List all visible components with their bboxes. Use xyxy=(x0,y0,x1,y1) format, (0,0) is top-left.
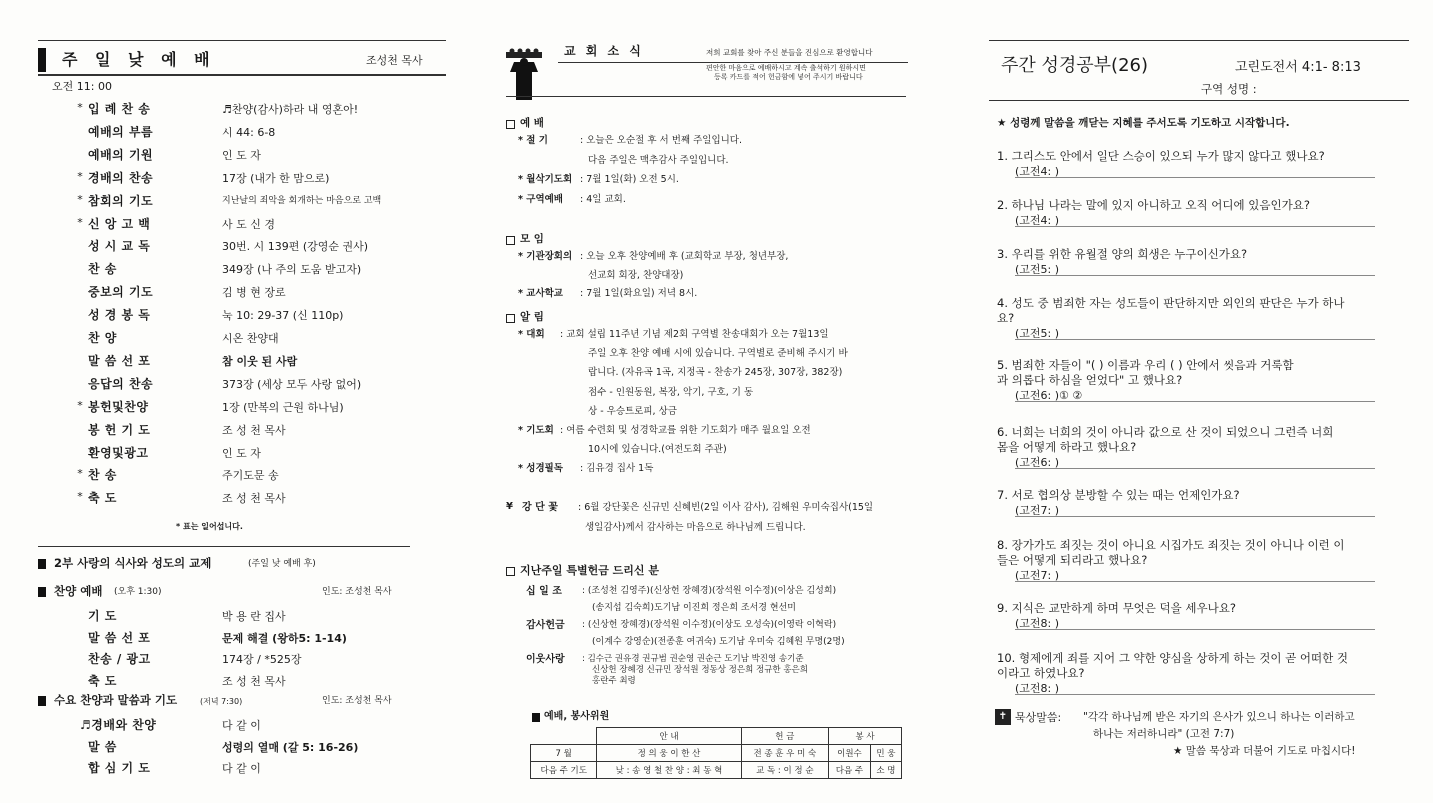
choir-logo-icon xyxy=(504,48,544,100)
answer-reference: (고전7: ) xyxy=(1015,569,1060,582)
question-text: 들은 어떻게 되리라고 했나요? xyxy=(997,553,1148,567)
order-value: 김 병 현 장로 xyxy=(222,286,286,300)
offering-names: (이계수 강영순)(전종훈 여귀숙) 도기남 우미숙 김혜원 무명(2명) xyxy=(592,637,845,647)
order-name: 환영및광고 xyxy=(88,445,149,460)
order-row xyxy=(0,650,470,672)
stand-star: * xyxy=(77,398,83,412)
question-text: 10. 형제에게 죄를 지어 그 약한 양심을 상하게 하는 것이 곧 어떠한 것 xyxy=(997,651,1348,665)
order-row xyxy=(0,443,470,465)
order-row xyxy=(0,259,470,281)
news-text: : 오늘은 오순절 후 서 번째 주일입니다. xyxy=(580,135,742,146)
news-text: 랍니다. (자유곡 1곡, 지정곡 - 찬송가 245장, 307장, 382장) xyxy=(588,367,843,379)
news-text: 상 - 우승트로피, 상금 xyxy=(588,405,677,417)
welcome-line-1: 저희 교회를 찾아 주신 분들을 진심으로 환영합니다 xyxy=(706,48,873,57)
question-text: 1. 그리스도 안에서 일단 스승이 있으되 누가 많지 않다고 했나요? xyxy=(997,149,1325,163)
section-marker xyxy=(38,559,46,569)
church-news-column xyxy=(492,0,932,803)
order-row xyxy=(0,716,470,738)
offering-heading: 지난주일 특별헌금 드리신 분 xyxy=(520,564,659,577)
order-value: 조 성 천 목사 xyxy=(222,492,286,506)
order-row xyxy=(0,305,470,327)
order-row xyxy=(0,145,470,167)
praise-title: 찬양 예배 xyxy=(54,584,103,598)
order-value: 349장 (나 주의 도움 받고자) xyxy=(222,263,362,277)
order-name: 중보의 기도 xyxy=(88,285,154,300)
order-name: 축 도 xyxy=(88,673,117,688)
order-row xyxy=(0,465,470,487)
order-row xyxy=(0,351,470,373)
order-row xyxy=(0,607,470,629)
offering-label: 십 일 조 xyxy=(526,586,562,597)
answer-line xyxy=(1015,339,1375,340)
meeting-heading: 모 임 xyxy=(520,233,544,245)
answer-line xyxy=(1015,581,1375,582)
table-header: 봉 사 xyxy=(829,728,902,745)
order-value: ♬찬양(감사)하라 내 영혼아! xyxy=(222,103,359,116)
question-text: 3. 우리를 위한 유월절 양의 희생은 누구이신가요? xyxy=(997,247,1248,261)
question-text: 몸을 어떻게 하라고 했나요? xyxy=(997,440,1137,454)
memory-verse-2: 하나는 저러하니라" (고전 7:7) xyxy=(1093,728,1235,740)
news-text: : 여름 수련회 및 성경학교를 위한 기도회가 매주 월요일 오전 xyxy=(560,425,811,436)
stand-star: * xyxy=(77,490,83,504)
order-value: 17장 (내가 한 맘으로) xyxy=(222,171,330,185)
table-cell: 민 웅 xyxy=(870,745,901,762)
news-text: 점수 - 인원동원, 복장, 악기, 구호, 기 동 xyxy=(588,386,754,398)
order-value: 174장 / *525장 xyxy=(222,653,302,666)
order-value: 주기도문 송 xyxy=(222,469,279,483)
question-text: 4. 성도 중 범죄한 자는 성도들이 판단하지만 외인의 판단은 누가 하나 xyxy=(997,296,1345,310)
news-label: * 대회 xyxy=(518,329,545,340)
question-text: 8. 장가가도 죄짓는 것이 아니요 시집가도 죄짓는 것이 아니나 이런 이 xyxy=(997,538,1345,552)
news-text: : 교회 설립 11주년 기념 제2회 구역별 찬송대회가 오는 7월13일 xyxy=(560,329,829,340)
order-name: 경배의 찬송 xyxy=(88,170,154,185)
order-row xyxy=(0,420,470,442)
offering-names: : (신상헌 장혜경)(장석원 이수정)(이상도 오성숙)(이영락 이혁락) xyxy=(582,620,837,630)
study-scripture: 고린도전서 4:1- 8:13 xyxy=(1235,60,1361,75)
section2-title: 2부 사랑의 식사와 성도의 교제 xyxy=(54,556,212,570)
order-name: 찬 송 xyxy=(88,262,117,277)
news-text: : 오늘 오후 찬양예배 후 (교회학교 부장, 청년부장, xyxy=(580,251,789,262)
answer-reference: (고전6: ) xyxy=(1015,456,1060,469)
table-cell xyxy=(531,728,597,745)
bible-study-column xyxy=(965,0,1433,803)
table-cell: 전 종 훈 우 미 숙 xyxy=(741,745,829,762)
offering-names: (송지섭 김숙희)도기남 이진희 정은희 조서경 현선미 xyxy=(592,603,796,613)
news-label: * 월삭기도회 xyxy=(518,174,573,185)
order-name: 말 씀 선 포 xyxy=(88,630,151,645)
table-cell: 교 독 : 이 정 순 xyxy=(741,762,829,779)
question-text: 9. 지식은 교만하게 하며 무엇은 덕을 세우나요? xyxy=(997,601,1236,615)
order-name: 성 경 봉 독 xyxy=(88,308,151,323)
order-name: 봉 헌 기 도 xyxy=(88,422,151,437)
offering-names: : 김수근 권유경 권규범 권순영 권순근 도기남 박진영 송기준 xyxy=(582,654,804,664)
order-name: 응답의 찬송 xyxy=(88,376,154,391)
wed-leader: 인도: 조성천 목사 xyxy=(322,696,392,706)
news-label: * 기관장회의 xyxy=(518,251,573,262)
wed-title: 수요 찬양과 말씀과 기도 xyxy=(54,693,178,707)
news-label: * 성경필독 xyxy=(518,463,563,475)
answer-line xyxy=(1015,177,1375,178)
section-marker xyxy=(532,713,540,722)
title-rule-bottom xyxy=(38,74,446,76)
order-name: 기 도 xyxy=(88,609,117,623)
order-row xyxy=(0,236,470,258)
service-time: 오전 11: 00 xyxy=(52,80,112,93)
order-value: 인 도 자 xyxy=(222,148,261,162)
section2-sub: (주일 낮 예배 후) xyxy=(248,559,316,569)
answer-reference: (고전8: ) xyxy=(1015,682,1060,695)
table-cell: 다음 주 기도 xyxy=(531,762,597,779)
staff-table xyxy=(530,727,902,779)
checkbox-icon xyxy=(506,314,515,323)
section-marker xyxy=(38,696,46,706)
order-row xyxy=(0,328,470,350)
title-rule-top xyxy=(989,40,1409,41)
answer-reference: (고전4: ) xyxy=(1015,165,1060,178)
order-value: 조 성 천 목사 xyxy=(222,423,286,437)
order-value: 인 도 자 xyxy=(222,446,261,460)
order-value: 문제 해결 (왕하5: 1-14) xyxy=(222,631,347,645)
news-label: * 절 기 xyxy=(518,135,548,146)
order-name: 찬 양 xyxy=(88,331,117,345)
closing-line: ★ 말씀 묵상과 더불어 기도로 마칩시다! xyxy=(1173,745,1356,757)
answer-reference: (고전5: ) xyxy=(1015,327,1060,340)
checkbox-icon xyxy=(506,236,515,245)
order-row xyxy=(0,168,470,190)
wed-time: (저녁 7:30) xyxy=(200,697,243,706)
order-name: 예배의 부름 xyxy=(88,124,154,139)
worship-heading: 예 배 xyxy=(520,117,544,129)
order-name: 신 앙 고 백 xyxy=(88,216,151,231)
divider xyxy=(38,546,410,547)
order-value: 지난날의 죄악을 회개하는 마음으로 고백 xyxy=(222,195,382,206)
answer-line xyxy=(1015,468,1375,469)
order-value: 조 성 천 목사 xyxy=(222,674,286,688)
offering-label: 감사헌금 xyxy=(526,620,565,631)
title-rule xyxy=(558,62,908,63)
news-text: : 7월 1일(화요일) 저녁 8시. xyxy=(580,288,698,299)
title-marker xyxy=(38,48,46,72)
flower-line-1: : 6월 강단꽃은 신규민 신혜빈(2일 이사 감사), 김해원 우미숙집사(15일 xyxy=(578,502,874,513)
order-row xyxy=(0,214,470,236)
question-text: 6. 너희는 너희의 것이 아니라 값으로 산 것이 되었으니 그런즉 너희 xyxy=(997,425,1334,439)
book-icon: ✝ xyxy=(995,709,1011,725)
order-row xyxy=(0,488,470,510)
checkbox-icon xyxy=(506,120,515,129)
order-name: 봉헌및찬양 xyxy=(88,399,149,414)
table-cell: 이원수 xyxy=(829,745,871,762)
study-title: 주간 성경공부(26) xyxy=(1001,55,1148,76)
answer-reference: (고전5: ) xyxy=(1015,263,1060,276)
answer-line xyxy=(1015,516,1375,517)
news-text: 다음 주일은 맥추감사 주일입니다. xyxy=(588,154,729,166)
group-name-line: 구역 성명 : xyxy=(1201,82,1257,96)
order-row xyxy=(0,738,470,760)
news-text: 선교회 회장, 찬양대장) xyxy=(588,269,684,281)
stand-star: * xyxy=(77,215,83,229)
order-row xyxy=(0,374,470,396)
order-name: 예배의 기원 xyxy=(88,147,154,162)
question-text: 과 의롭다 하심을 얻었다" 고 했나요? xyxy=(997,373,1183,387)
flower-icon: ¥ xyxy=(506,501,513,512)
table-cell: 7 월 xyxy=(531,745,597,762)
table-row xyxy=(531,728,902,745)
order-row xyxy=(0,191,470,213)
news-label: * 구역예배 xyxy=(518,193,563,205)
question-text: 이라고 하였나요? xyxy=(997,666,1085,680)
answer-line xyxy=(1015,401,1375,402)
title-rule-bottom xyxy=(989,100,1409,101)
page-title: 주 일 낮 예 배 xyxy=(62,50,216,69)
news-label: * 기도회 xyxy=(518,425,554,436)
order-name: 성 시 교 독 xyxy=(88,239,151,254)
table-cell: 소 명 xyxy=(870,762,901,779)
answer-reference: (고전6: )① ② xyxy=(1015,389,1083,402)
order-name: 참회의 기도 xyxy=(88,193,154,208)
pastor-name: 조성천 목사 xyxy=(366,54,423,67)
table-header: 헌 금 xyxy=(741,728,829,745)
order-row xyxy=(0,672,470,694)
welcome-line-2: 편안한 마음으로 예배하시고 계속 출석하기 원하시면 xyxy=(706,64,866,72)
news-text: : 7월 1일(화) 오전 5시. xyxy=(580,174,679,185)
memory-label: 묵상말씀: xyxy=(1015,711,1062,724)
table-row xyxy=(531,762,902,779)
section-marker xyxy=(38,587,46,597)
order-value: 시 44: 6-8 xyxy=(222,125,276,139)
question-text: 5. 범죄한 자들이 "( ) 이름과 우리 ( ) 안에서 씻음과 거룩함 xyxy=(997,358,1294,372)
offering-names: : (조성천 김영주)(신상헌 장혜경)(장석원 이수정)(이상은 김성희) xyxy=(582,586,837,596)
checkbox-icon xyxy=(506,567,515,576)
stand-star: * xyxy=(77,192,83,206)
news-title: 교 회 소 식 xyxy=(564,44,644,58)
order-value: 1장 (만복의 근원 하나님) xyxy=(222,400,344,414)
stand-star: * xyxy=(77,101,83,114)
order-value: 다 같 이 xyxy=(222,719,261,732)
order-value: 참 이웃 된 사람 xyxy=(222,354,298,368)
news-text: 10시에 있습니다.(여전도회 주관) xyxy=(588,444,727,456)
title-rule-top xyxy=(38,40,446,41)
staff-heading: 예배, 봉사위원 xyxy=(544,711,610,722)
answer-line xyxy=(1015,275,1375,276)
stand-star: * xyxy=(77,169,83,183)
question-text: 요? xyxy=(997,311,1015,325)
order-value: 373장 (세상 모두 사랑 없어) xyxy=(222,377,362,391)
flower-line-2: 생일감사)께서 감사하는 마음으로 하나님께 드립니다. xyxy=(585,522,806,533)
question-text: 2. 하나님 나라는 말에 있지 아니하고 오직 어디에 있음인가요? xyxy=(997,198,1310,212)
praise-time: (오후 1:30) xyxy=(114,587,162,597)
table-row xyxy=(531,745,902,762)
answer-reference: (고전4: ) xyxy=(1015,214,1060,227)
order-name: ♬경배와 찬양 xyxy=(80,718,157,732)
order-name: 말 씀 선 포 xyxy=(88,353,151,368)
stand-note: * 표는 일어섭니다. xyxy=(176,522,243,531)
order-value: 사 도 신 경 xyxy=(222,217,275,231)
order-row xyxy=(0,122,470,144)
news-text: : 4일 교회. xyxy=(580,193,626,205)
offering-label: 이웃사랑 xyxy=(526,654,565,665)
order-value: 다 같 이 xyxy=(222,762,261,775)
news-label: * 교사학교 xyxy=(518,288,563,299)
order-row xyxy=(0,397,470,419)
answer-reference: (고전8: ) xyxy=(1015,617,1060,630)
welcome-line-3: 등록 카드를 적어 헌금함에 넣어 주시기 바랍니다 xyxy=(714,73,863,81)
table-header: 안 내 xyxy=(597,728,741,745)
divider xyxy=(506,96,906,97)
order-name: 찬송 / 광고 xyxy=(88,652,151,666)
offering-names: 홍란주 최령 xyxy=(592,676,636,686)
table-cell: 낮 : 송 영 철 찬 양 : 최 동 혁 xyxy=(597,762,741,779)
worship-order-column xyxy=(0,0,470,803)
order-row xyxy=(0,99,470,121)
flower-label: 강 단 꽃 xyxy=(522,502,558,513)
table-cell: 정 의 웅 이 한 산 xyxy=(597,745,741,762)
order-name: 말 씀 xyxy=(88,739,117,754)
answer-reference: (고전7: ) xyxy=(1015,504,1060,517)
offering-names: 신상헌 장혜경 신규민 장석원 정동상 정은희 정규한 홍은희 xyxy=(592,665,808,675)
question-text: 7. 서로 협의상 분방할 수 있는 때는 언제인가요? xyxy=(997,488,1240,502)
order-row xyxy=(0,282,470,304)
order-value: 30번. 시 139편 (강영순 권사) xyxy=(222,240,369,254)
stand-star: * xyxy=(77,467,83,481)
order-value: 시온 찬양대 xyxy=(222,332,279,345)
order-value: 박 용 란 집사 xyxy=(222,610,286,623)
answer-line xyxy=(1015,226,1375,227)
table-cell: 다음 주 xyxy=(829,762,871,779)
order-name: 찬 송 xyxy=(88,468,117,483)
news-text: : 김유경 집사 1독 xyxy=(580,463,654,475)
praise-leader: 인도: 조성천 목사 xyxy=(322,587,392,597)
order-value: 눅 10: 29-37 (신 110p) xyxy=(222,309,344,323)
order-value: 성령의 열매 (갈 5: 16-26) xyxy=(222,740,359,754)
order-row xyxy=(0,629,470,651)
order-row xyxy=(0,759,470,781)
answer-line xyxy=(1015,694,1375,695)
memory-verse-1: "각각 하나님께 받은 자기의 은사가 있으니 하나는 이러하고 xyxy=(1083,711,1355,723)
order-name: 합 심 기 도 xyxy=(88,761,151,775)
order-name: 축 도 xyxy=(88,491,117,506)
news-text: 주일 오후 찬양 예배 시에 있습니다. 구역별로 준비해 주시기 바 xyxy=(588,348,848,360)
answer-line xyxy=(1015,629,1375,630)
study-intro: ★ 성령께 말씀을 깨닫는 지혜를 주서도록 기도하고 시작합니다. xyxy=(997,117,1290,129)
order-name: 입 례 찬 송 xyxy=(88,102,151,116)
notice-heading: 알 림 xyxy=(520,311,544,323)
